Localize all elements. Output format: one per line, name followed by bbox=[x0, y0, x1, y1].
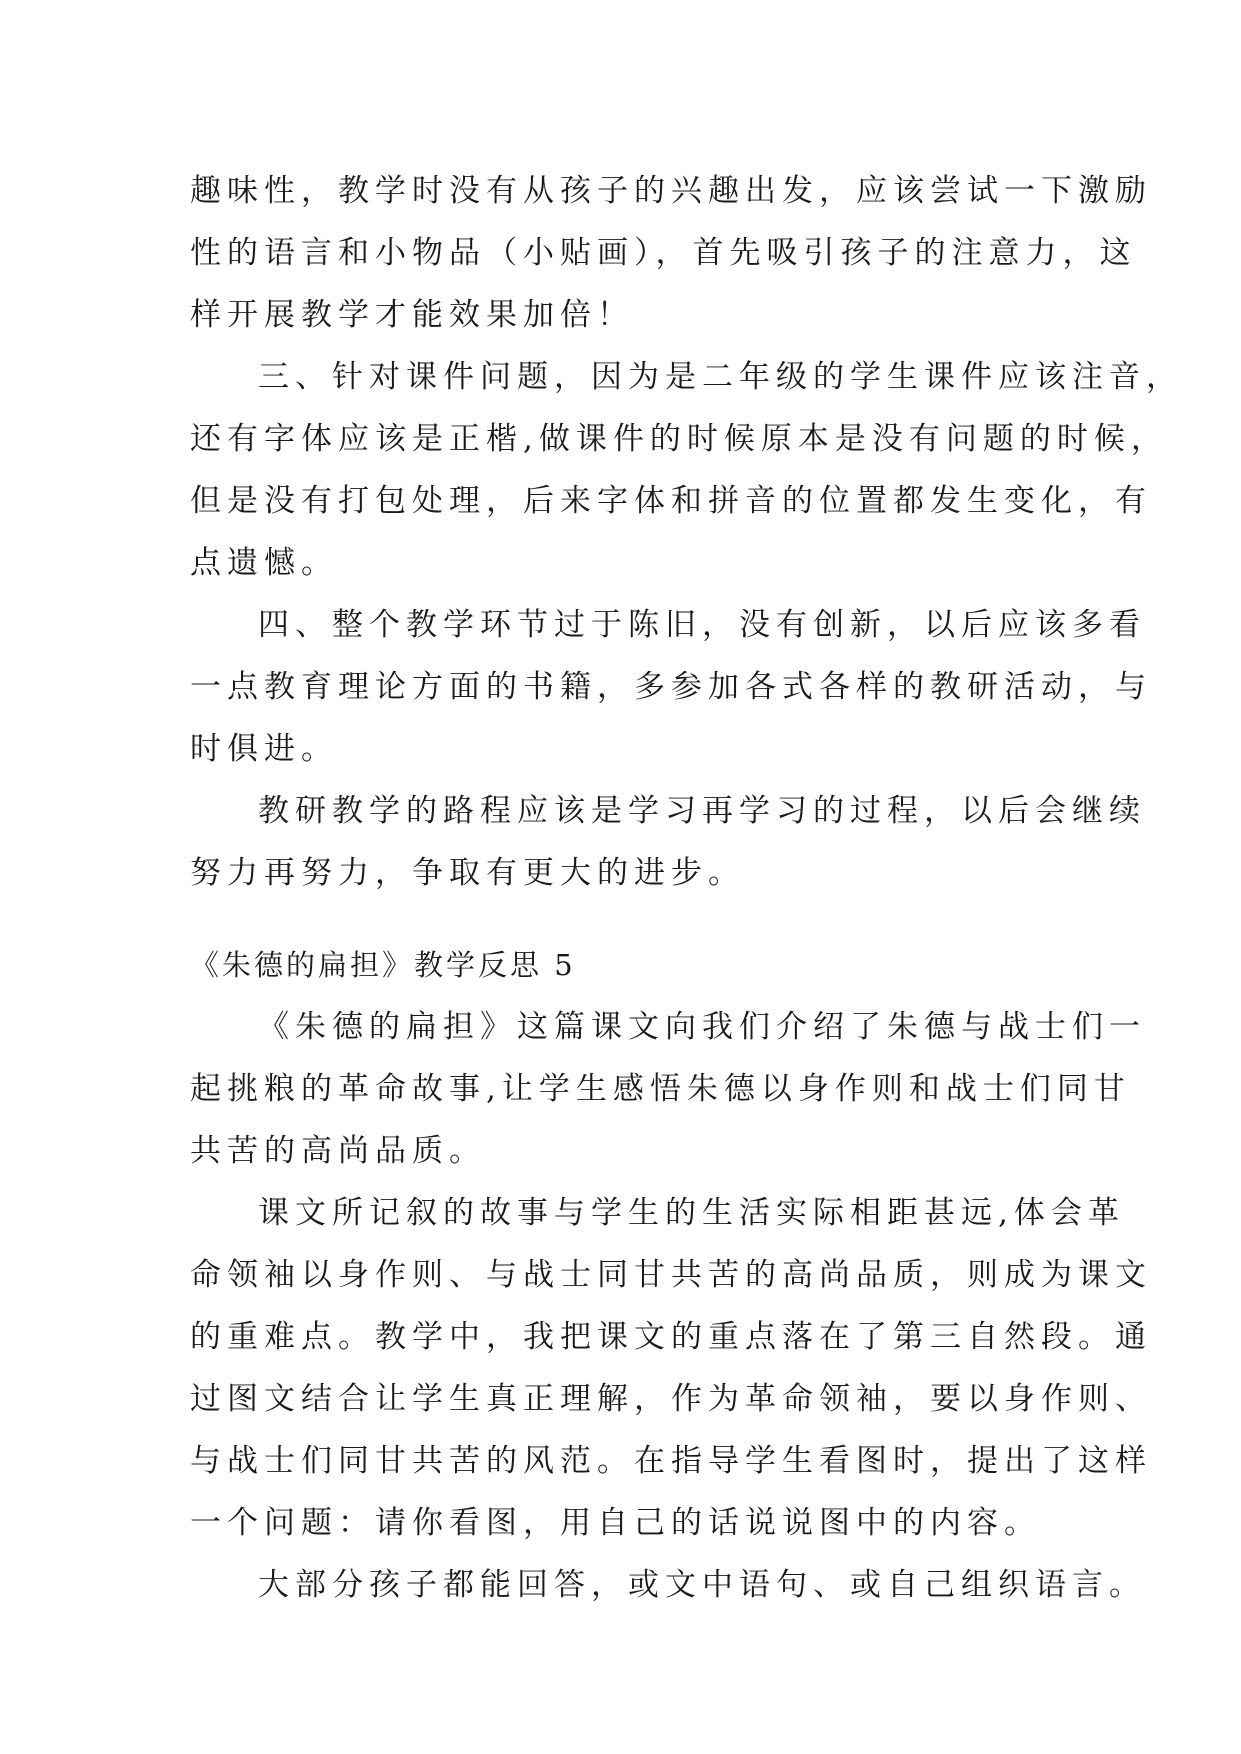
text-line: 一点教育理论方面的书籍，多参加各式各样的教研活动，与 bbox=[190, 669, 1152, 705]
section-heading: 《朱德的扁担》教学反思 5 bbox=[190, 948, 576, 982]
paragraph bbox=[190, 594, 1152, 780]
paragraph bbox=[190, 996, 1146, 1182]
text-line: 过图文结合让学生真正理解，作为革命领袖，要以身作则、 bbox=[190, 1381, 1152, 1417]
text-line: 教研教学的路程应该是学习再学习的过程，以后会继续 bbox=[258, 793, 1146, 829]
text-line: 一个问题：请你看图，用自己的话说说图中的内容。 bbox=[190, 1505, 1041, 1541]
text-line: 三、针对课件问题，因为是二年级的学生课件应该注音， bbox=[258, 359, 1183, 395]
paragraph bbox=[190, 780, 1146, 904]
paragraph bbox=[190, 1554, 1146, 1616]
text-line: 共苦的高尚品质。 bbox=[190, 1133, 486, 1169]
text-line: 起挑粮的革命故事,让学生感悟朱德以身作则和战士们同甘 bbox=[190, 1071, 1131, 1107]
text-line: 课文所记叙的故事与学生的生活实际相距甚远,体会革 bbox=[258, 1195, 1125, 1231]
text-line: 《朱德的扁担》这篇课文向我们介绍了朱德与战士们一 bbox=[258, 1009, 1146, 1045]
text-line: 命领袖以身作则、与战士同甘共苦的高尚品质，则成为课文 bbox=[190, 1257, 1152, 1293]
text-line: 大部分孩子都能回答，或文中语句、或自己组织语言。 bbox=[258, 1567, 1146, 1603]
text-line: 四、整个教学环节过于陈旧，没有创新，以后应该多看 bbox=[258, 607, 1146, 643]
text-line: 样开展教学才能效果加倍！ bbox=[190, 297, 634, 333]
text-line: 还有字体应该是正楷,做课件的时候原本是没有问题的时候， bbox=[190, 421, 1168, 457]
paragraph bbox=[190, 346, 1183, 594]
text-line: 趣味性，教学时没有从孩子的兴趣出发，应该尝试一下激励 bbox=[190, 173, 1152, 209]
text-line: 时俱进。 bbox=[190, 731, 338, 767]
document-body bbox=[190, 160, 1183, 1616]
spacer bbox=[190, 904, 1050, 934]
text-line: 的重难点。教学中，我把课文的重点落在了第三自然段。通 bbox=[190, 1319, 1152, 1355]
text-line: 努力再努力，争取有更大的进步。 bbox=[190, 855, 745, 891]
text-line: 但是没有打包处理，后来字体和拼音的位置都发生变化，有 bbox=[190, 483, 1152, 519]
paragraph bbox=[190, 1182, 1152, 1554]
text-line: 与战士们同甘共苦的风范。在指导学生看图时，提出了这样 bbox=[190, 1443, 1152, 1479]
text-line: 点遗憾。 bbox=[190, 545, 338, 581]
paragraph bbox=[190, 160, 1152, 346]
text-line: 性的语言和小物品（小贴画），首先吸引孩子的注意力，这 bbox=[190, 235, 1137, 271]
